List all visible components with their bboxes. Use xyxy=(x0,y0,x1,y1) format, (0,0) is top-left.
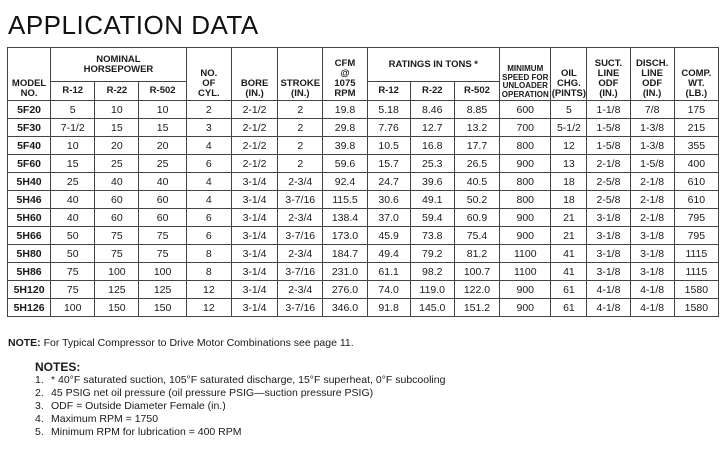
table-cell: 75 xyxy=(139,227,186,245)
table-cell: 4-1/8 xyxy=(630,281,674,299)
model-cell: 5H86 xyxy=(8,263,51,281)
table-cell: 8.46 xyxy=(410,101,454,119)
table-cell: 1580 xyxy=(674,299,718,317)
table-cell: 138.4 xyxy=(323,209,367,227)
table-row xyxy=(8,299,719,317)
table-cell: 17.7 xyxy=(454,137,499,155)
table-cell: 25 xyxy=(95,155,139,173)
table-cell: 15 xyxy=(51,155,95,173)
table-cell: 900 xyxy=(500,155,551,173)
header-cfm: CFM @ 1075 RPM xyxy=(323,48,367,101)
note-text: Maximum RPM = 1750 xyxy=(51,413,159,425)
table-cell: 900 xyxy=(500,227,551,245)
table-cell: 40 xyxy=(51,191,95,209)
table-cell: 75 xyxy=(51,281,95,299)
table-cell: 2-3/4 xyxy=(278,209,323,227)
table-cell: 100 xyxy=(139,263,186,281)
table-cell: 59.6 xyxy=(323,155,367,173)
table-cell: 5-1/2 xyxy=(551,119,587,137)
model-cell: 5H66 xyxy=(8,227,51,245)
table-cell: 3-1/4 xyxy=(231,245,277,263)
table-cell: 1-5/8 xyxy=(587,119,630,137)
table-row xyxy=(8,263,719,281)
table-cell: 61.1 xyxy=(367,263,410,281)
footnote xyxy=(8,337,354,349)
table-cell: 61 xyxy=(551,299,587,317)
table-cell: 91.8 xyxy=(367,299,410,317)
table-cell: 21 xyxy=(551,209,587,227)
table-cell: 40.5 xyxy=(454,173,499,191)
table-cell: 2 xyxy=(278,101,323,119)
header-discharge-line: DISCH. LINE ODF (IN.) xyxy=(630,48,674,101)
table-row xyxy=(8,155,719,173)
table-cell: 1100 xyxy=(500,245,551,263)
table-row xyxy=(8,173,719,191)
table-cell: 75 xyxy=(95,227,139,245)
table-cell: 800 xyxy=(500,173,551,191)
table-cell: 150 xyxy=(139,299,186,317)
note-text: Minimum RPM for lubrication = 400 RPM xyxy=(51,426,242,438)
note-number: 5. xyxy=(35,426,44,438)
header-ratings-in-tons: RATINGS IN TONS * xyxy=(367,48,500,82)
table-cell: 3-1/4 xyxy=(231,299,277,317)
table-cell: 75 xyxy=(95,245,139,263)
table-cell: 3-1/4 xyxy=(231,227,277,245)
header-minimum-speed: MINIMUM SPEED FOR UNLOADER OPERATION xyxy=(500,48,551,101)
header-cylinders: NO. OF CYL. xyxy=(186,48,231,101)
table-cell: 1100 xyxy=(500,263,551,281)
table-cell: 4 xyxy=(186,137,231,155)
table-cell: 10 xyxy=(51,137,95,155)
table-cell: 4 xyxy=(186,191,231,209)
header-hp-r502: R-502 xyxy=(139,82,186,101)
table-cell: 73.8 xyxy=(410,227,454,245)
table-cell: 24.7 xyxy=(367,173,410,191)
model-cell: 5H126 xyxy=(8,299,51,317)
table-cell: 1115 xyxy=(674,245,718,263)
model-cell: 5H40 xyxy=(8,173,51,191)
table-row xyxy=(8,227,719,245)
table-cell: 2-5/8 xyxy=(587,173,630,191)
table-cell: 184.7 xyxy=(323,245,367,263)
table-cell: 1-3/8 xyxy=(630,119,674,137)
model-cell: 5F20 xyxy=(8,101,51,119)
table-cell: 49.4 xyxy=(367,245,410,263)
notes-list xyxy=(35,374,445,439)
table-cell: 3-1/8 xyxy=(630,227,674,245)
table-cell: 16.8 xyxy=(410,137,454,155)
table-cell: 900 xyxy=(500,209,551,227)
table-cell: 49.1 xyxy=(410,191,454,209)
table-cell: 50 xyxy=(51,227,95,245)
table-cell: 98.2 xyxy=(410,263,454,281)
table-cell: 100.7 xyxy=(454,263,499,281)
note-text: For Typical Compressor to Drive Motor Combinations see page 11. xyxy=(43,337,354,349)
table-cell: 3-1/4 xyxy=(231,281,277,299)
table-cell: 5 xyxy=(551,101,587,119)
table-cell: 3-1/8 xyxy=(630,245,674,263)
note-item xyxy=(35,400,445,413)
table-cell: 7/8 xyxy=(630,101,674,119)
table-cell: 173.0 xyxy=(323,227,367,245)
table-cell: 1-1/8 xyxy=(587,101,630,119)
table-cell: 61 xyxy=(551,281,587,299)
table-cell: 175 xyxy=(674,101,718,119)
table-cell: 4-1/8 xyxy=(587,281,630,299)
table-cell: 41 xyxy=(551,245,587,263)
table-cell: 2-1/2 xyxy=(231,137,277,155)
table-cell: 900 xyxy=(500,281,551,299)
table-cell: 2-1/2 xyxy=(231,101,277,119)
table-cell: 39.8 xyxy=(323,137,367,155)
table-cell: 2-1/8 xyxy=(630,173,674,191)
table-cell: 2 xyxy=(278,137,323,155)
table-cell: 60 xyxy=(95,209,139,227)
table-cell: 3-1/4 xyxy=(231,173,277,191)
model-cell: 5H46 xyxy=(8,191,51,209)
header-stroke: STROKE (IN.) xyxy=(278,48,323,101)
table-cell: 795 xyxy=(674,209,718,227)
table-cell: 74.0 xyxy=(367,281,410,299)
table-cell: 3-7/16 xyxy=(278,299,323,317)
table-cell: 60 xyxy=(139,191,186,209)
table-cell: 2-3/4 xyxy=(278,281,323,299)
header-nominal-horsepower: NOMINAL HORSEPOWER xyxy=(51,48,187,82)
model-cell: 5F40 xyxy=(8,137,51,155)
table-cell: 6 xyxy=(186,155,231,173)
table-cell: 3-1/8 xyxy=(587,209,630,227)
table-cell: 800 xyxy=(500,137,551,155)
table-cell: 1-5/8 xyxy=(587,137,630,155)
table-cell: 75.4 xyxy=(454,227,499,245)
table-cell: 600 xyxy=(500,101,551,119)
header-bore: BORE (IN.) xyxy=(231,48,277,101)
table-cell: 25.3 xyxy=(410,155,454,173)
table-cell: 8 xyxy=(186,245,231,263)
table-cell: 41 xyxy=(551,263,587,281)
table-cell: 20 xyxy=(95,137,139,155)
table-cell: 50 xyxy=(51,245,95,263)
table-cell: 3 xyxy=(186,119,231,137)
table-cell: 15 xyxy=(139,119,186,137)
page-title: APPLICATION DATA xyxy=(8,10,259,40)
table-cell: 10 xyxy=(95,101,139,119)
table-cell: 40 xyxy=(95,173,139,191)
note-item xyxy=(35,426,445,439)
table-cell: 7.76 xyxy=(367,119,410,137)
note-number: 1. xyxy=(35,374,44,386)
header-tons-r502: R-502 xyxy=(454,82,499,101)
table-cell: 39.6 xyxy=(410,173,454,191)
table-cell: 800 xyxy=(500,191,551,209)
note-number: 3. xyxy=(35,400,44,412)
table-cell: 40 xyxy=(139,173,186,191)
table-cell: 125 xyxy=(95,281,139,299)
table-cell: 2-1/8 xyxy=(587,155,630,173)
table-cell: 5.18 xyxy=(367,101,410,119)
table-cell: 400 xyxy=(674,155,718,173)
table-cell: 1115 xyxy=(674,263,718,281)
table-cell: 2 xyxy=(278,119,323,137)
table-cell: 2 xyxy=(186,101,231,119)
note-text: * 40°F saturated suction, 105°F saturated discharge, 15°F superheat, 0°F subcooling xyxy=(51,374,446,386)
model-cell: 5F60 xyxy=(8,155,51,173)
header-hp-r22: R-22 xyxy=(95,82,139,101)
table-cell: 3-1/8 xyxy=(587,263,630,281)
table-cell: 4-1/8 xyxy=(587,299,630,317)
header-compressor-weight: COMP. WT. (LB.) xyxy=(674,48,718,101)
header-hp-r12: R-12 xyxy=(51,82,95,101)
table-cell: 3-1/4 xyxy=(231,209,277,227)
table-cell: 19.8 xyxy=(323,101,367,119)
note-item xyxy=(35,374,445,387)
table-cell: 25 xyxy=(139,155,186,173)
table-cell: 30.6 xyxy=(367,191,410,209)
table-cell: 125 xyxy=(139,281,186,299)
table-cell: 3-1/8 xyxy=(630,263,674,281)
table-row xyxy=(8,137,719,155)
table-cell: 18 xyxy=(551,191,587,209)
table-cell: 150 xyxy=(95,299,139,317)
table-cell: 3-1/4 xyxy=(231,191,277,209)
table-row xyxy=(8,245,719,263)
table-cell: 20 xyxy=(139,137,186,155)
table-cell: 25 xyxy=(51,173,95,191)
table-cell: 6 xyxy=(186,209,231,227)
table-cell: 151.2 xyxy=(454,299,499,317)
application-data-table xyxy=(7,47,719,317)
table-cell: 10.5 xyxy=(367,137,410,155)
notes-title: NOTES: xyxy=(35,360,81,374)
table-cell: 50.2 xyxy=(454,191,499,209)
header-suction-line: SUCT. LINE ODF (IN.) xyxy=(587,48,630,101)
table-cell: 29.8 xyxy=(323,119,367,137)
table-cell: 122.0 xyxy=(454,281,499,299)
table-cell: 59.4 xyxy=(410,209,454,227)
table-cell: 100 xyxy=(51,299,95,317)
header-oil-charge: OIL CHG. (PINTS) xyxy=(551,48,587,101)
table-cell: 21 xyxy=(551,227,587,245)
table-cell: 231.0 xyxy=(323,263,367,281)
table-cell: 145.0 xyxy=(410,299,454,317)
note-text: 45 PSIG net oil pressure (oil pressure PSIG—suction pressure PSIG) xyxy=(51,387,374,399)
table-row xyxy=(8,209,719,227)
table-cell: 3-7/16 xyxy=(278,263,323,281)
model-cell: 5H60 xyxy=(8,209,51,227)
table-cell: 4-1/8 xyxy=(630,299,674,317)
table-cell: 795 xyxy=(674,227,718,245)
table-body xyxy=(8,101,719,317)
table-row xyxy=(8,119,719,137)
table-cell: 610 xyxy=(674,191,718,209)
note-number: 2. xyxy=(35,387,44,399)
note-label: NOTE: xyxy=(8,337,41,349)
table-cell: 6 xyxy=(186,227,231,245)
table-cell: 119.0 xyxy=(410,281,454,299)
table-cell: 60 xyxy=(139,209,186,227)
table-row xyxy=(8,101,719,119)
table-cell: 3-1/8 xyxy=(587,245,630,263)
model-cell: 5H120 xyxy=(8,281,51,299)
note-item xyxy=(35,387,445,400)
table-cell: 12 xyxy=(186,299,231,317)
table-cell: 2-3/4 xyxy=(278,245,323,263)
table-cell: 92.4 xyxy=(323,173,367,191)
table-cell: 2-1/2 xyxy=(231,119,277,137)
table-cell: 1-3/8 xyxy=(630,137,674,155)
header-model: MODEL NO. xyxy=(8,48,51,101)
table-cell: 2-1/2 xyxy=(231,155,277,173)
table-cell: 45.9 xyxy=(367,227,410,245)
model-cell: 5H80 xyxy=(8,245,51,263)
table-cell: 5 xyxy=(51,101,95,119)
table-cell: 75 xyxy=(51,263,95,281)
table-cell: 13.2 xyxy=(454,119,499,137)
table-cell: 700 xyxy=(500,119,551,137)
table-cell: 10 xyxy=(139,101,186,119)
table-cell: 12 xyxy=(551,137,587,155)
table-cell: 7-1/2 xyxy=(51,119,95,137)
table-cell: 12.7 xyxy=(410,119,454,137)
table-cell: 13 xyxy=(551,155,587,173)
note-text: ODF = Outside Diameter Female (in.) xyxy=(51,400,226,412)
table-cell: 18 xyxy=(551,173,587,191)
table-cell: 3-7/16 xyxy=(278,227,323,245)
table-cell: 355 xyxy=(674,137,718,155)
table-cell: 3-7/16 xyxy=(278,191,323,209)
table-cell: 81.2 xyxy=(454,245,499,263)
table-cell: 79.2 xyxy=(410,245,454,263)
table-cell: 610 xyxy=(674,173,718,191)
table-cell: 215 xyxy=(674,119,718,137)
note-item xyxy=(35,413,445,426)
table-cell: 2-1/8 xyxy=(630,191,674,209)
table-cell: 4 xyxy=(186,173,231,191)
table-cell: 115.5 xyxy=(323,191,367,209)
table-cell: 2 xyxy=(278,155,323,173)
table-cell: 100 xyxy=(95,263,139,281)
table-cell: 26.5 xyxy=(454,155,499,173)
table-cell: 2-5/8 xyxy=(587,191,630,209)
header-tons-r12: R-12 xyxy=(367,82,410,101)
table-cell: 40 xyxy=(51,209,95,227)
table-cell: 15 xyxy=(95,119,139,137)
table-cell: 900 xyxy=(500,299,551,317)
table-row xyxy=(8,281,719,299)
table-cell: 8 xyxy=(186,263,231,281)
table-cell: 276.0 xyxy=(323,281,367,299)
table-cell: 37.0 xyxy=(367,209,410,227)
model-cell: 5F30 xyxy=(8,119,51,137)
table-cell: 2-3/4 xyxy=(278,173,323,191)
table-cell: 1-5/8 xyxy=(630,155,674,173)
table-cell: 60.9 xyxy=(454,209,499,227)
note-number: 4. xyxy=(35,413,44,425)
table-cell: 8.85 xyxy=(454,101,499,119)
table-cell: 15.7 xyxy=(367,155,410,173)
table-cell: 2-1/8 xyxy=(630,209,674,227)
table-cell: 60 xyxy=(95,191,139,209)
table-cell: 75 xyxy=(139,245,186,263)
table-cell: 3-1/4 xyxy=(231,263,277,281)
table-cell: 12 xyxy=(186,281,231,299)
table-cell: 3-1/8 xyxy=(587,227,630,245)
header-tons-r22: R-22 xyxy=(410,82,454,101)
table-row xyxy=(8,191,719,209)
table-cell: 346.0 xyxy=(323,299,367,317)
table-cell: 1580 xyxy=(674,281,718,299)
